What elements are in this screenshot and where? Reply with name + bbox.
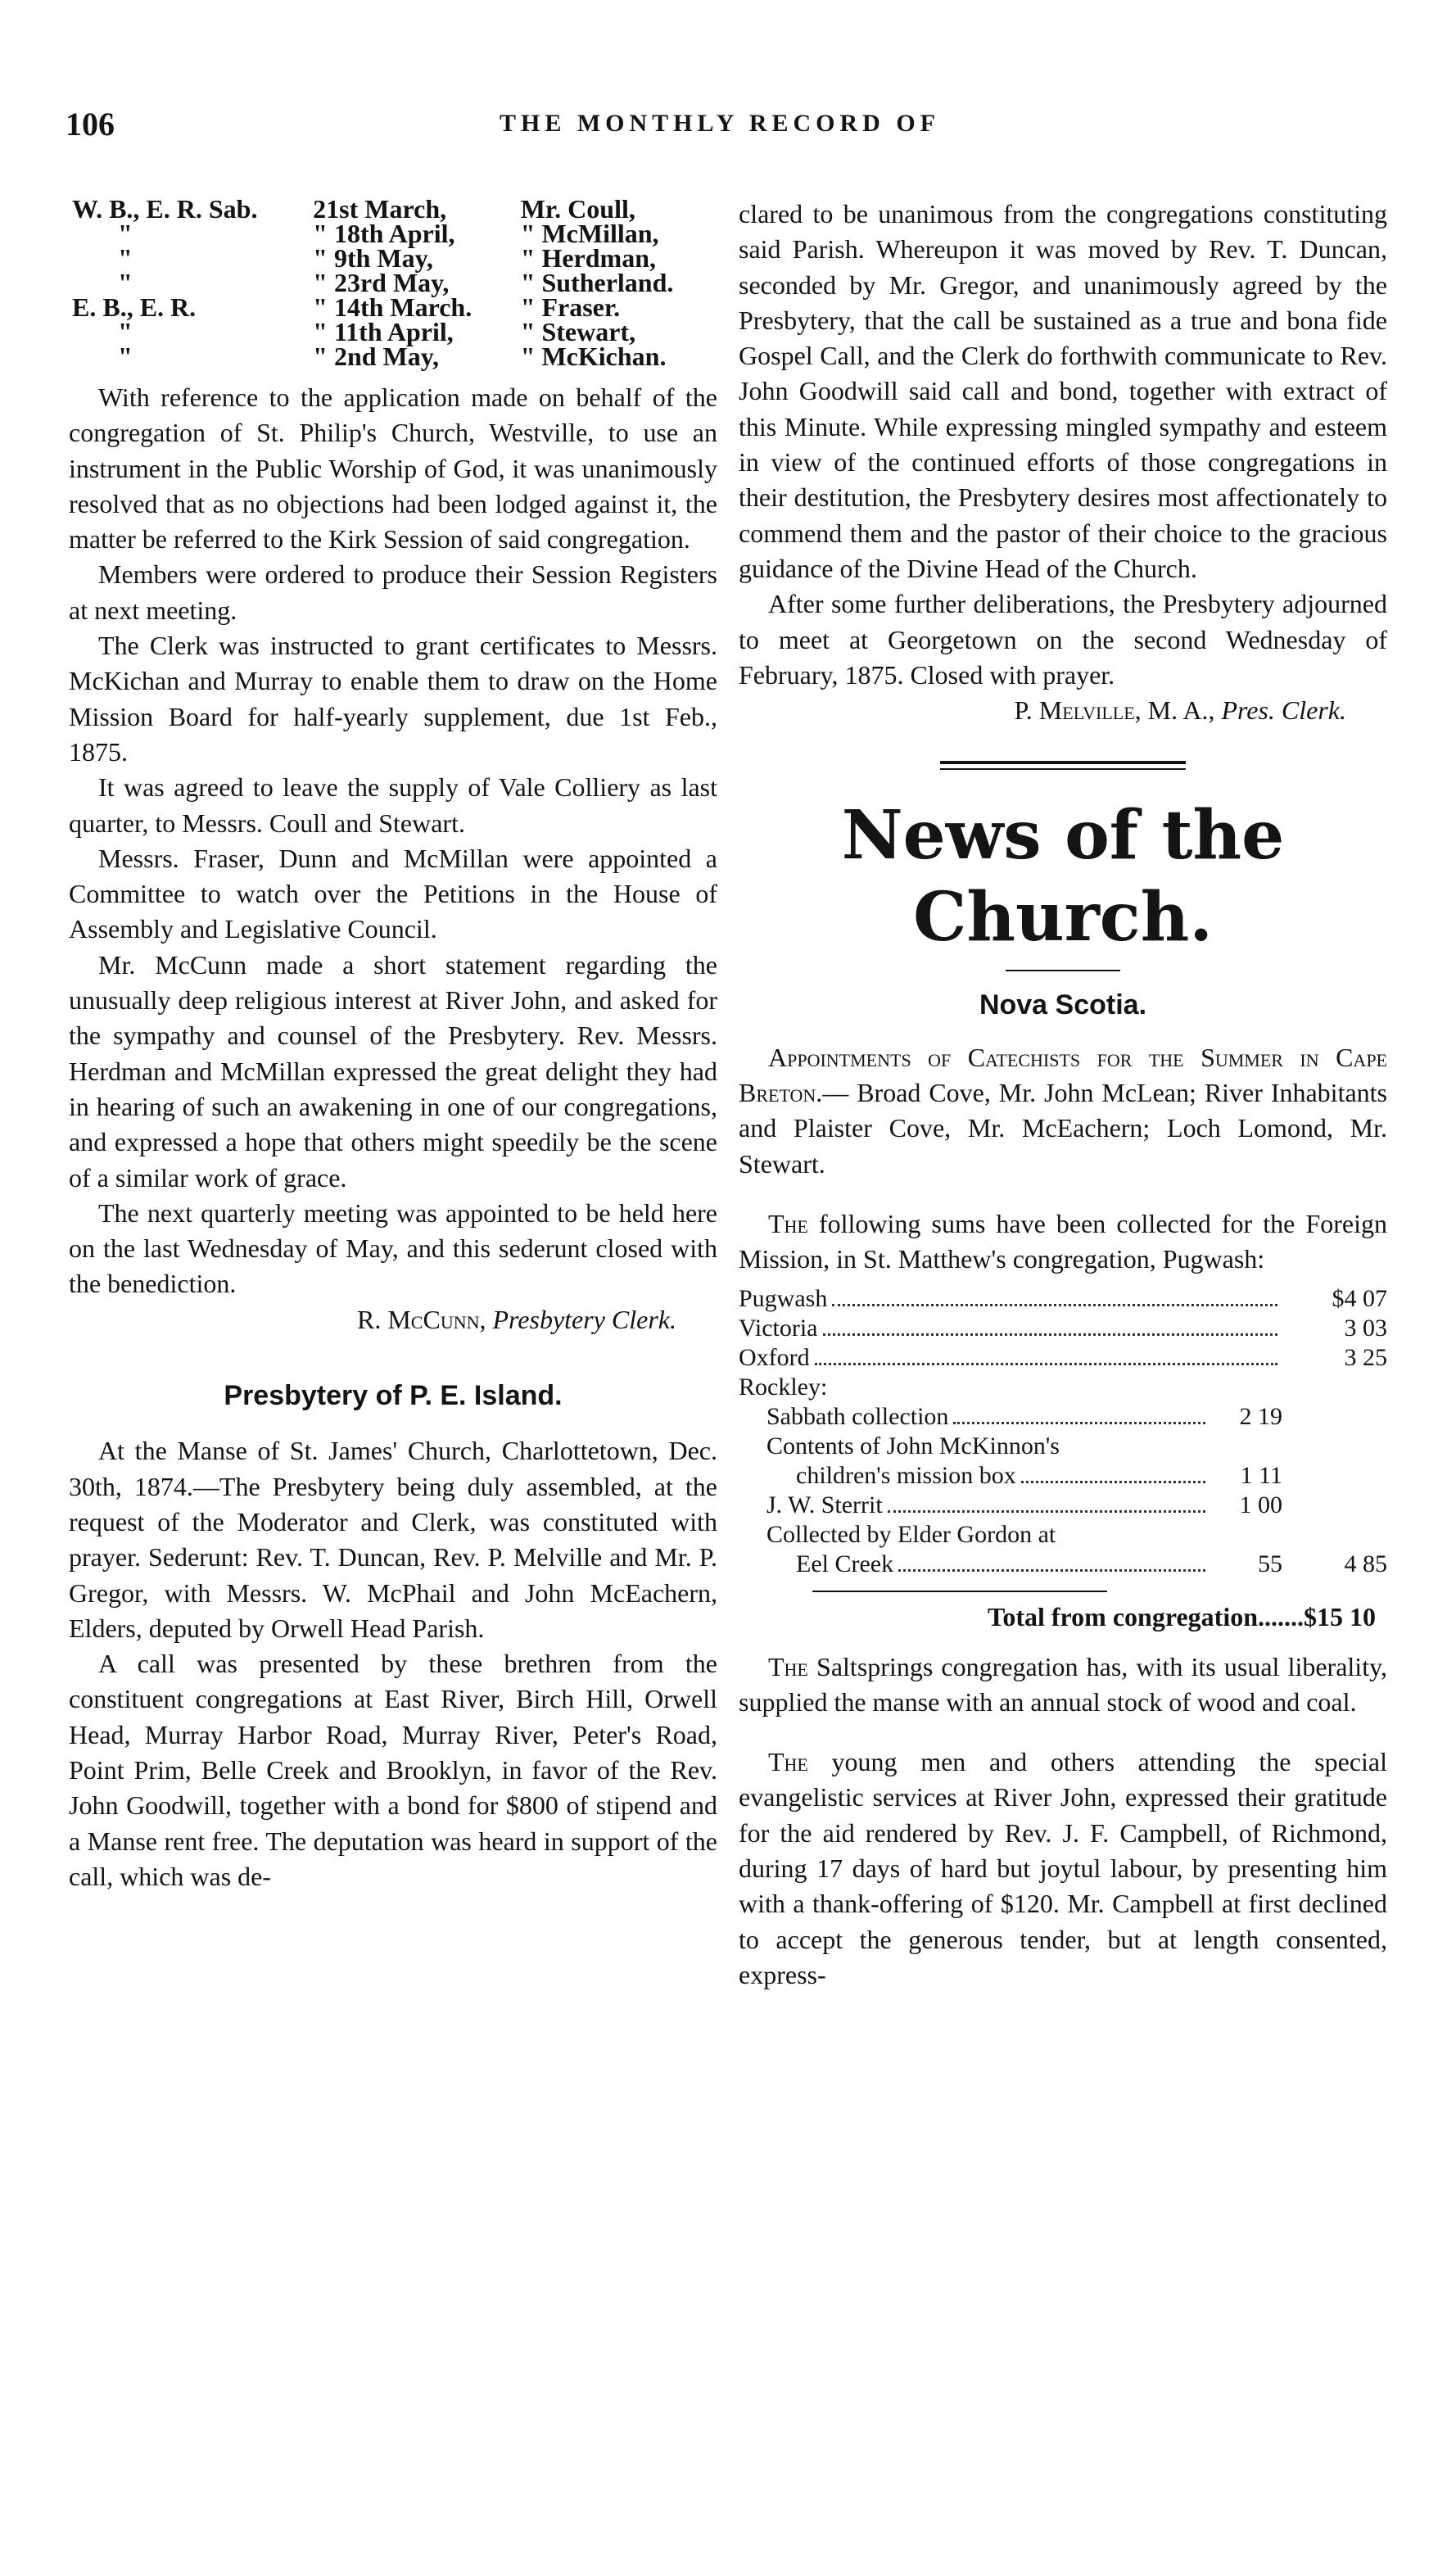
schedule-row	[69, 295, 717, 319]
right-column	[739, 197, 1387, 1993]
paragraph: The Clerk was instructed to grant certificates to Messrs. McKichan and Murray to enable them to draw on the Home Mission Board for half-yearly supplement, due 1st Feb., 1875.	[69, 631, 717, 767]
paragraph: A call was presented by these brethren from the constituent congregations at East River, Birch Hill, Orwell Head, Murray Harbor Road, Murray River, Peter's Road, Point Prim, Belle Creek and Brooklyn, in favor of the Rev. John Goodwill, together with a bond for $800 of stipend and a Manse rent free. The deputation was heard in support of the call, which was de-	[69, 1649, 717, 1891]
schedule-cell: "	[118, 317, 133, 346]
schedule-cell: " Herdman,	[520, 243, 656, 273]
lead-in: The	[768, 1651, 808, 1681]
ledger-row	[739, 1373, 1387, 1402]
schedule-cell: 21st March,	[313, 194, 447, 224]
schedule-cell: " Stewart,	[520, 317, 636, 346]
schedule-cell: "	[118, 268, 133, 297]
ledger-text: Collected by Elder Gordon at	[766, 1520, 1056, 1548]
schedule-cell: "	[118, 243, 133, 273]
schedule-cell: "	[118, 342, 133, 371]
ledger-amount: 4 85	[1344, 1550, 1387, 1577]
schedule-cell: " Fraser.	[520, 292, 621, 322]
supply-schedule	[69, 194, 717, 371]
ledger-name: children's mission box	[796, 1461, 1016, 1489]
schedule-row	[69, 221, 717, 246]
schedule-cell: " 9th May,	[313, 243, 433, 273]
ledger-row	[739, 1284, 1387, 1314]
schedule-cell: " 11th April,	[313, 317, 454, 346]
paragraph: It was agreed to leave the supply of Vale Colliery as last quarter, to Messrs. Coull and Stewart.	[69, 772, 717, 838]
ledger-name: Oxford	[739, 1343, 810, 1371]
schedule-row	[69, 319, 717, 344]
ledger-amount: 3 03	[1344, 1314, 1387, 1342]
running-title: THE MONTHLY RECORD OF	[500, 110, 940, 137]
ledger-row	[739, 1461, 1387, 1491]
total-rule	[812, 1591, 1107, 1592]
schedule-cell: W. B., E. R. Sab.	[72, 194, 258, 224]
ledger-text: Contents of John McKinnon's	[766, 1432, 1060, 1459]
schedule-row	[69, 344, 717, 369]
paragraph	[739, 1745, 1387, 1993]
ledger-name: Eel Creek	[796, 1550, 894, 1577]
schedule-row	[69, 270, 717, 295]
schedule-cell: " 14th March.	[313, 292, 473, 322]
paragraph: Messrs. Fraser, Dunn and McMillan were appointed a Committee to watch over the Petitions in the House of Assembly and Legislative Council.	[69, 843, 717, 944]
ledger-amount: 1 00	[1239, 1491, 1282, 1518]
lead-in: The	[768, 1747, 808, 1777]
schedule-row	[69, 197, 717, 221]
schedule-cell: E. B., E. R.	[72, 292, 197, 322]
paragraph: Members were ordered to produce their Session Registers at next meeting.	[69, 559, 717, 625]
ledger-amount: 1 11	[1240, 1461, 1282, 1489]
running-head	[66, 105, 1409, 146]
ledger-row	[739, 1314, 1387, 1343]
ledger-row	[739, 1343, 1387, 1373]
lead-in: Appointments of Catechists for the Summer in Cape Breton.—	[739, 1042, 1387, 1108]
paragraph	[739, 1040, 1387, 1182]
signature-name: P. Melville, M. A.,	[1014, 695, 1215, 726]
signature-title: Pres. Clerk.	[1221, 695, 1346, 726]
section-divider	[940, 761, 1186, 770]
paragraph-text: Broad Cove, Mr. John McLean; River Inhabitants and Plaister Cove, Mr. McEachern; Loch Lomond, Mr. Stewart.	[739, 1078, 1388, 1179]
paragraph-text: young men and others attending the special evangelistic services at River John, expressed their gratitude for the aid rendered by Rev. J. F. Campbell, of Richmond, during 17 days of hard but joytul labour, by presenting him with a thank-offering of $120. Mr. Campbell at first declined to accept the generous tender, but at length consented, express-	[739, 1747, 1388, 1989]
clerk-signature	[69, 1302, 717, 1337]
paragraph-text: Saltsprings congregation has, with its usual liberality, supplied the manse with an annual stock of wood and coal.	[739, 1651, 1388, 1717]
paragraph-text: following sums have been collected for the Foreign Mission, in St. Matthew's congregation, Pugwash:	[739, 1208, 1388, 1274]
schedule-cell: " 2nd May,	[313, 342, 439, 371]
ledger-row	[739, 1491, 1387, 1520]
pres-clerk-signature	[739, 693, 1387, 728]
paragraph: At the Manse of St. James' Church, Charlottetown, Dec. 30th, 1874.—The Presbytery being duly assembled, at the request of the Moderator and Clerk, was constituted with prayer. Sederunt: Rev. T. Duncan, Rev. P. Melville and Mr. P. Gregor, with Messrs. W. McPhail and John McEachern, Elders, deputed by Orwell Head Parish.	[69, 1436, 717, 1643]
ledger-name: Sabbath collection	[766, 1402, 949, 1430]
ledger-name: Rockley:	[739, 1373, 828, 1401]
schedule-cell: "	[118, 219, 133, 248]
section-heading: Presbytery of P. E. Island.	[224, 1380, 563, 1412]
paragraph: With reference to the application made on behalf of the congregation of St. Philip's Church, Westville, to use an instrument in the Public Worship of God, it was unanimously resolved that as no objections had been lodged against it, the matter be referred to the Kirk Session of said congregation.	[69, 382, 717, 554]
ledger-name: Pugwash	[739, 1284, 828, 1312]
schedule-cell: " 23rd May,	[313, 268, 450, 297]
ledger-name: J. W. Sterrit	[766, 1491, 883, 1518]
schedule-cell: " McMillan,	[520, 219, 659, 248]
ledger-row	[739, 1550, 1387, 1579]
paragraph: After some further deliberations, the Presbytery adjourned to meet at Georgetown on the second Wednesday of February, 1875. Closed with prayer.	[739, 589, 1387, 690]
paragraph: clared to be unanimous from the congregations constituting said Parish. Whereupon it was moved by Rev. T. Duncan, seconded by Mr. Gregor, and unanimously agreed by the Presbytery, that the call be sustained as a true and bona fide Gospel Call, and the Clerk do forthwith communicate to Rev. John Goodwill said call and bond, together with extract of this Minute. While expressing mingled sympathy and esteem in view of the continued efforts of those congregations in their destitution, the Presbytery desires most affectionately to commend them and the pastor of their choice to the gracious guidance of the Divine Head of the Church.	[739, 199, 1387, 583]
ledger-row	[739, 1402, 1387, 1432]
paragraph: The next quarterly meeting was appointed to be held here on the last Wednesday of May, and this sederunt closed with the benediction.	[69, 1197, 717, 1299]
paragraph	[739, 1650, 1387, 1721]
paragraph	[739, 1206, 1387, 1278]
left-column	[69, 194, 717, 1894]
schedule-cell: " Sutherland.	[520, 268, 674, 297]
ledger-name: Victoria	[739, 1314, 818, 1342]
ledger-amount: 3 25	[1344, 1343, 1387, 1371]
news-heading: News of the Church.	[841, 796, 1285, 957]
signature-name: R. McCunn,	[357, 1304, 486, 1334]
signature-title: Presbytery Clerk.	[492, 1304, 676, 1334]
ledger-amount: $4 07	[1332, 1284, 1387, 1312]
schedule-cell: " McKichan.	[520, 342, 667, 371]
region-heading: Nova Scotia.	[979, 989, 1147, 1021]
ledger-amount: 55	[1258, 1550, 1282, 1577]
paragraph: Mr. McCunn made a short statement regarding the unusually deep religious interest at River John, and asked for the sympathy and counsel of the Presbytery. Rev. Messrs. Herdman and McMillan expressed the great delight they had in hearing of such an awakening in one of our congregations, and expressed a hope that others might speedily be the scene of a similar work of grace.	[69, 949, 717, 1192]
page-number: 106	[66, 106, 115, 143]
contributions-ledger	[739, 1284, 1387, 1633]
schedule-cell: Mr. Coull,	[520, 194, 635, 224]
schedule-cell: " 18th April,	[313, 219, 455, 248]
heading-rule	[1006, 970, 1120, 971]
ledger-amount: 2 19	[1239, 1402, 1282, 1430]
lead-in: The	[768, 1208, 808, 1238]
schedule-row	[69, 246, 717, 270]
ledger-total: Total from congregation.......$15 10	[987, 1601, 1376, 1631]
